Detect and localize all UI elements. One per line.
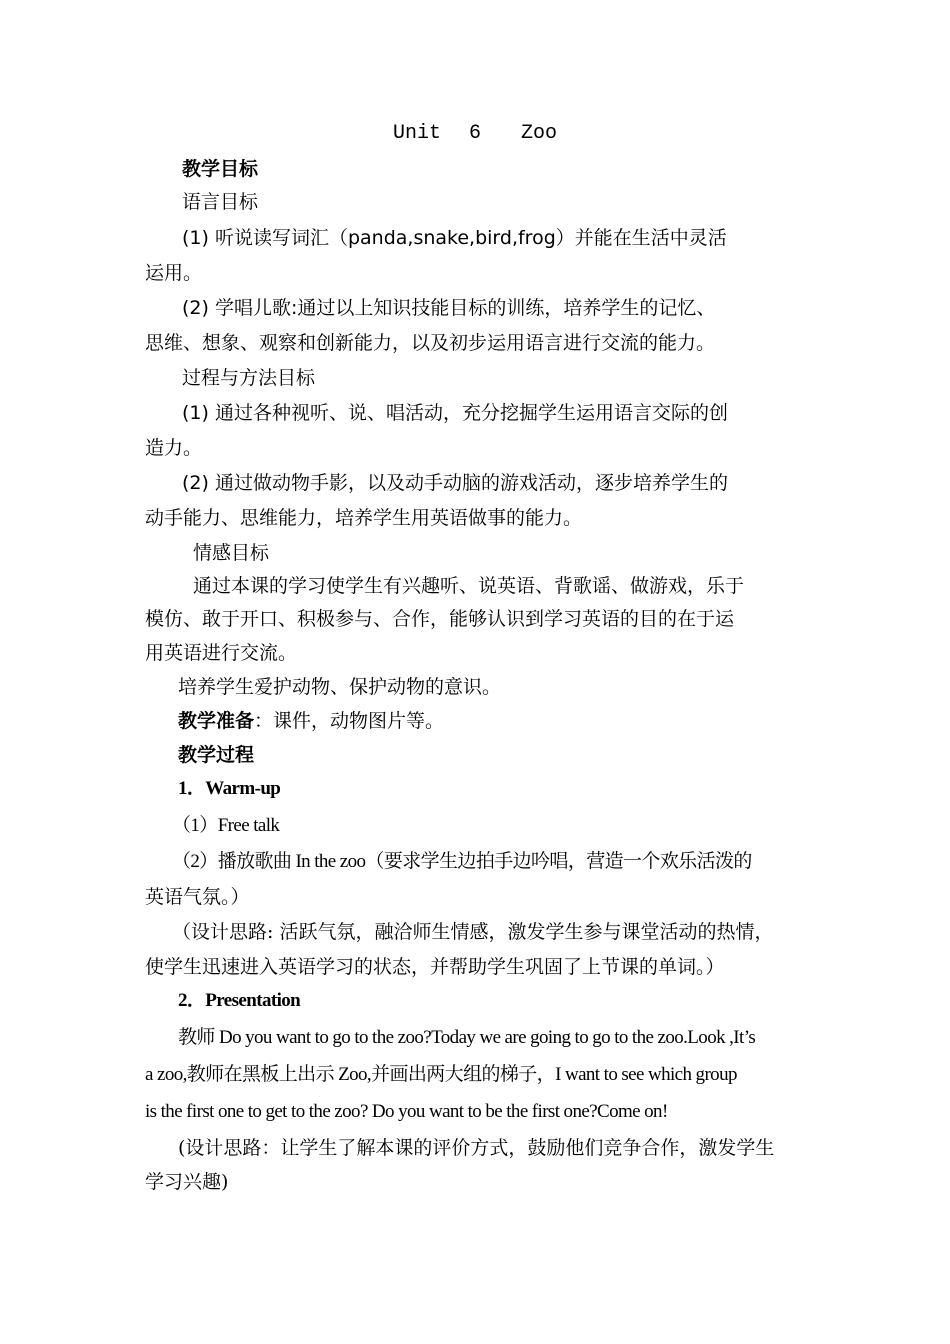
section-1-heading: 1．Warm-up [178, 778, 281, 799]
process-objective-2-line-2: 动手能力、思维能力，培养学生用英语做事的能力。 [145, 507, 583, 529]
section-2-note-line-1: (设计思路：让学生了解本课的评价方式，鼓励他们竞争合作，激发学生 [178, 1137, 775, 1159]
section-2-heading: 2．Presentation [178, 990, 301, 1011]
title-name: Zoo [521, 122, 558, 145]
emotion-objective-line-4: 培养学生爱护动物、保护动物的意识。 [178, 676, 502, 698]
section-1-item-2-line-2: 英语气氛。） [145, 886, 250, 908]
language-objective-1-line-1: (1) 听说读写词汇（panda,snake,bird,frog）并能在生活中灵活 [182, 227, 727, 249]
objectives-heading: 教学目标 [182, 158, 259, 180]
section-1-note-line-1: （设计思路: 活跃气氛，融洽师生情感，激发学生参与课堂活动的热情， [172, 921, 774, 943]
emotion-objective-line-2: 模仿、敢于开口、积极参与、合作，能够认识到学习英语的目的在于运 [145, 608, 735, 630]
section-2-text-line-3: is the first one to get to the zoo? Do you want to be the first one?Come on! [145, 1101, 668, 1122]
title-unit: Unit [392, 122, 441, 145]
section-1-note-line-2: 使学生迅速进入英语学习的状态，并帮助学生巩固了上节课的单词。） [145, 956, 725, 978]
section-1-item-2-line-1: （2）播放歌曲 In the zoo（要求学生边拍手边吟唱，营造一个欢乐活泼的 [172, 851, 752, 872]
preparation-label: 教学准备 [178, 710, 255, 732]
language-objective-1-line-2: 运用。 [145, 262, 203, 284]
process-objectives-heading: 过程与方法目标 [182, 367, 316, 389]
section-2-text-line-2: a zoo,教师在黑板上出示 Zoo,并画出两大组的梯子，I want to see which group [145, 1064, 737, 1085]
process-objective-1-line-1: (1) 通过各种视听、说、唱活动，充分挖掘学生运用语言交际的创 [182, 402, 728, 424]
process-objective-2-line-1: (2) 通过做动物手影，以及动手动脑的游戏活动，逐步培养学生的 [182, 472, 728, 494]
language-objective-2-line-1: (2) 学唱儿歌:通过以上知识技能目标的训练，培养学生的记忆、 [182, 297, 716, 319]
process-heading: 教学过程 [178, 744, 255, 766]
section-2-text-line-1: 教师 Do you want to go to the zoo?Today we are going to go to the zoo.Look ,It’s [178, 1027, 756, 1048]
section-2-note-line-2: 学习兴趣) [145, 1171, 229, 1193]
preparation-text: ：课件，动物图片等。 [254, 710, 445, 732]
emotion-objective-line-1: 通过本课的学习使学生有兴趣听、说英语、背歌谣、做游戏，乐于 [193, 575, 745, 597]
page-title [0, 122, 950, 145]
language-objectives-heading: 语言目标 [182, 191, 259, 213]
language-objective-2-line-2: 思维、想象、观察和创新能力，以及初步运用语言进行交流的能力。 [145, 332, 716, 354]
section-1-item-1: （1）Free talk [172, 815, 280, 836]
emotion-objectives-heading: 情感目标 [193, 542, 270, 564]
teaching-preparation [178, 704, 444, 738]
emotion-objective-line-3: 用英语进行交流。 [145, 642, 298, 664]
process-objective-1-line-2: 造力。 [145, 437, 203, 459]
title-number: 6 [468, 122, 481, 145]
